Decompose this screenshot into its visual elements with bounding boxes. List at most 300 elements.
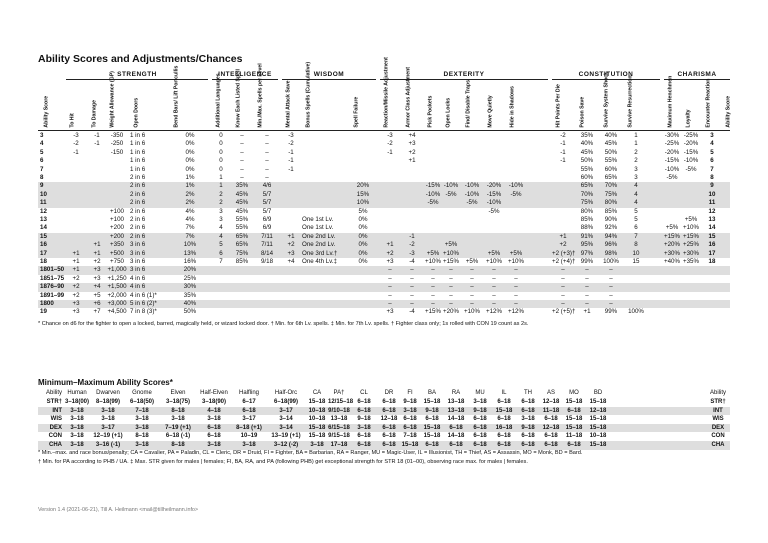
table-cell: 6 xyxy=(219,249,223,257)
table-cell: 9 xyxy=(710,182,714,190)
table-cell: – xyxy=(561,291,565,299)
table-cell: 4 in 6 (1)* xyxy=(130,291,157,299)
column-header: Min./Max. Spells per Level xyxy=(257,63,264,128)
table-cell: One 1st Lv. xyxy=(302,216,334,223)
table-cell: 40% xyxy=(580,140,594,148)
table-cell: -1 xyxy=(73,148,79,156)
table-cell: 4 xyxy=(634,199,638,207)
table-cell: +5% xyxy=(509,249,523,257)
minmax-cell: 6–18 xyxy=(567,407,581,414)
minmax-cell: 6–18 xyxy=(521,442,535,448)
table-cell: 60% xyxy=(580,174,594,181)
table-cell: -5% xyxy=(666,174,678,181)
table-cell: -10% xyxy=(508,182,524,190)
table-cell: 17 xyxy=(40,249,47,257)
minmax-cell: MO xyxy=(569,390,579,396)
minmax-cell: 15–18 xyxy=(565,424,583,431)
table-cell: 15 xyxy=(708,232,716,240)
table-cell: 99% xyxy=(604,308,618,316)
table-cell: +4 xyxy=(287,258,295,265)
table-cell: 20% xyxy=(356,182,370,190)
table-cell: 2 in 6 xyxy=(130,174,146,181)
table-cell: – xyxy=(240,157,244,165)
table-cell: 5/7 xyxy=(262,207,272,215)
table-cell: 15% xyxy=(356,190,370,198)
table-cell: +20% xyxy=(443,308,459,316)
table-cell: +15% xyxy=(443,258,459,265)
table-cell: 16% xyxy=(183,258,197,265)
table-footnote: * Chance on d6 for the fighter to open a locked, barred, magically held, or wizard locked door. † Min. for 6th Lv. spells. ‡ Min. for 7th Lv. spells. † Fighter class only; 1s rolled with CON 19 count as 2s. xyxy=(38,321,529,327)
table-cell: +1 xyxy=(72,249,80,257)
table-cell: 45% xyxy=(235,190,249,198)
table-cell: 85% xyxy=(580,216,594,223)
table-cell: -15% xyxy=(683,148,699,156)
table-cell: 4 xyxy=(710,140,714,148)
minmax-cell: 15–18 xyxy=(565,399,583,405)
minmax-cell: 3–18 xyxy=(70,442,84,448)
minmax-cell: 3–18 xyxy=(242,442,256,448)
minmax-cell: 7–18 xyxy=(403,433,417,440)
table-cell: 91% xyxy=(580,232,594,240)
table-cell: 3 xyxy=(634,165,638,173)
table-cell: +5% xyxy=(487,249,501,257)
table-cell: +5% xyxy=(684,216,698,223)
table-cell: 7 in 8 (3)* xyxy=(130,308,157,316)
table-cell: +1,500 xyxy=(107,283,127,291)
minmax-row xyxy=(38,415,730,424)
minmax-cell: 6–18 xyxy=(425,416,439,423)
table-cell: +4 xyxy=(93,283,101,291)
table-cell: -4 xyxy=(409,258,415,265)
table-cell: One 3rd Lv.† xyxy=(302,249,338,257)
table-cell: +10% xyxy=(443,249,459,257)
minmax-title: Minimum–Maximum Ability Scores* xyxy=(38,378,173,387)
minmax-cell: 6–18 xyxy=(403,424,417,431)
minmax-cell: 6–18(50) xyxy=(129,399,155,405)
table-row xyxy=(38,283,730,291)
table-cell: -1 xyxy=(387,148,393,156)
column-header: Loyalty xyxy=(685,109,692,128)
table-cell: – xyxy=(609,283,613,291)
table-cell: 4 in 6 xyxy=(130,274,146,282)
minmax-cell: 15–18 xyxy=(565,416,583,423)
table-cell: +100 xyxy=(110,207,124,215)
table-cell: One 1st Lv. xyxy=(302,224,334,232)
column-header: Maximum Henchmen xyxy=(667,76,674,128)
table-cell: – xyxy=(470,266,474,274)
column-header: Pick Pockets xyxy=(427,95,434,128)
table-cell: +5% xyxy=(426,249,440,257)
table-cell: +2 (+4)† xyxy=(552,258,576,265)
column-header: Additional Languages xyxy=(215,73,222,128)
table-cell: – xyxy=(388,274,392,282)
table-cell: -2 xyxy=(288,140,294,148)
table-cell: – xyxy=(449,291,453,299)
table-cell: 35% xyxy=(183,291,197,299)
table-cell: +3 xyxy=(408,140,416,148)
table-cell: 0% xyxy=(358,232,368,240)
table-row xyxy=(38,233,730,241)
table-cell: +1,000 xyxy=(107,266,127,274)
minmax-cell: 6/15–18 xyxy=(328,424,350,431)
minmax-cell: 6–18 xyxy=(473,433,487,440)
minmax-cell: 3–18 xyxy=(310,442,324,448)
minmax-cell: 15–18 xyxy=(495,407,513,414)
table-cell: – xyxy=(431,266,435,274)
table-cell: 45% xyxy=(235,199,249,207)
table-cell: 3 xyxy=(710,132,714,139)
table-cell: 2 in 6 xyxy=(130,190,146,198)
table-cell: -350 xyxy=(110,132,124,139)
minmax-cell: 3–14 xyxy=(279,424,293,431)
table-cell: 14 xyxy=(40,224,47,232)
table-cell: +10% xyxy=(486,258,502,265)
minmax-cell: 3–18(90) xyxy=(201,399,227,405)
table-cell: -1 xyxy=(560,140,566,148)
minmax-cell: 8–18 xyxy=(135,433,149,440)
minmax-cell: 6–18 xyxy=(242,407,256,414)
minmax-note-1: * Min.–max. and race bonus/penalty; CA = Cavalier, PA = Paladin, CL = Cleric, DR = Druid, FI = Fighter, BA = Barbarian, RA = Ranger, MU = Magic-User, IL = Illusionist, TH = Thief, AS = Assassin, MO = Monk, BD = Bard. xyxy=(38,450,583,456)
table-cell: 12 xyxy=(40,207,47,215)
table-cell: 1851–75 xyxy=(40,274,65,282)
table-cell: +3 xyxy=(72,308,80,316)
column-header: Bend Bars/ Lift Portcullis xyxy=(173,66,180,128)
table-cell: -30% xyxy=(664,132,680,139)
minmax-cell: 9–18 xyxy=(473,407,487,414)
table-cell: 0% xyxy=(185,132,195,139)
table-cell: -1 xyxy=(560,148,566,156)
column-header: Reaction/Missile Adjustment xyxy=(383,57,390,128)
table-cell: – xyxy=(265,157,269,165)
table-cell: +200 xyxy=(110,224,124,232)
minmax-cell: 9–18 xyxy=(403,399,417,405)
minmax-cell: 3–18 xyxy=(70,416,84,423)
table-cell: -5% xyxy=(685,165,697,173)
minmax-cell: 6–18 xyxy=(521,407,535,414)
minmax-cell: PA† xyxy=(333,390,345,396)
table-cell: -2 xyxy=(387,140,393,148)
table-cell: 5 xyxy=(634,207,638,215)
minmax-cell: 6–18 xyxy=(449,442,463,448)
minmax-cell: DR xyxy=(384,390,394,396)
table-cell: – xyxy=(609,274,613,282)
table-cell: 1 in 6 xyxy=(130,132,146,139)
table-cell: +12% xyxy=(508,308,524,316)
column-header: Ability Score xyxy=(725,96,732,128)
minmax-cell: 6–18 xyxy=(357,442,371,448)
table-row xyxy=(38,224,730,232)
table-cell: -5% xyxy=(466,199,478,207)
header-rule xyxy=(38,130,730,131)
minmax-cell: 14–18 xyxy=(447,416,465,423)
table-cell: 3 in 6 xyxy=(130,249,146,257)
table-cell: 1800 xyxy=(40,300,54,307)
table-cell: +2 xyxy=(72,274,80,282)
table-cell: 12 xyxy=(708,207,716,215)
table-cell: 7 xyxy=(219,258,223,265)
table-cell: -3 xyxy=(288,132,294,139)
table-cell: – xyxy=(514,300,518,307)
minmax-cell: 3–18 xyxy=(135,442,149,448)
minmax-cell: Human xyxy=(67,390,87,396)
minmax-cell: 4–18 xyxy=(207,407,221,414)
table-cell: +1 xyxy=(72,266,80,274)
group-dexterity: DEXTERITY xyxy=(380,70,548,80)
table-cell: – xyxy=(492,274,496,282)
minmax-cell: 13–19 (+1) xyxy=(271,433,301,440)
table-cell: – xyxy=(561,274,565,282)
column-header: Ability Score xyxy=(43,96,50,128)
table-cell: 4/6 xyxy=(262,182,272,190)
table-row xyxy=(38,149,730,157)
table-cell: – xyxy=(609,291,613,299)
minmax-cell: 15–18 xyxy=(589,399,607,405)
table-cell: 10 xyxy=(40,190,47,198)
table-row xyxy=(38,166,730,174)
minmax-cell: 3–17 xyxy=(242,416,256,423)
minmax-cell: BD xyxy=(593,390,603,396)
table-cell: 35% xyxy=(580,132,594,139)
table-cell: -20% xyxy=(664,148,680,156)
table-cell: 2% xyxy=(185,199,195,207)
table-row xyxy=(38,216,730,224)
minmax-cell: Elven xyxy=(170,390,186,396)
minmax-cell: 15–18 xyxy=(589,416,607,423)
minmax-cell: 3–18 xyxy=(403,407,417,414)
table-cell: 0 xyxy=(219,132,223,139)
table-cell: 55% xyxy=(235,224,249,232)
table-cell: 13 xyxy=(40,216,47,223)
table-cell: 3 xyxy=(40,132,44,139)
minmax-cell: 3–18 xyxy=(101,407,115,414)
table-cell: 10 xyxy=(708,190,716,198)
table-cell: 3 in 6 xyxy=(130,241,146,249)
minmax-cell: 15–18 xyxy=(423,433,441,440)
table-cell: – xyxy=(492,283,496,291)
minmax-cell: 6–18 xyxy=(403,416,417,423)
table-cell: +3 xyxy=(287,249,295,257)
minmax-cell: 3–18 xyxy=(473,399,487,405)
minmax-cell: 6–18 xyxy=(473,416,487,423)
minmax-cell: 3–18 xyxy=(357,424,371,431)
table-row xyxy=(38,208,730,216)
table-cell: 0 xyxy=(219,157,223,165)
table-cell: 50% xyxy=(604,148,618,156)
minmax-cell: 6–18 xyxy=(473,442,487,448)
table-cell: 3 xyxy=(634,174,638,181)
minmax-cell: 7–19 (+1) xyxy=(165,424,191,431)
table-cell: -15% xyxy=(664,157,680,165)
table-cell: -1 xyxy=(94,132,100,139)
table-cell: 7 xyxy=(710,165,714,173)
table-row xyxy=(38,300,730,308)
table-cell: +2 xyxy=(72,283,80,291)
table-cell: 15 xyxy=(632,258,640,265)
table-cell: – xyxy=(470,274,474,282)
table-cell: 99% xyxy=(580,258,594,265)
table-cell: – xyxy=(265,132,269,139)
page-title: Ability Scores and Adjustments/Chances xyxy=(38,53,243,65)
table-cell: 100% xyxy=(628,308,644,316)
group-intelligence: INTELLIGENCE xyxy=(212,70,278,80)
table-cell: 45% xyxy=(580,148,594,156)
table-cell: 1 xyxy=(219,182,223,190)
table-cell: -3 xyxy=(409,249,415,257)
table-cell: 50% xyxy=(580,157,594,165)
table-cell: 85% xyxy=(604,207,618,215)
table-cell: 13% xyxy=(183,249,197,257)
table-cell: 35% xyxy=(235,182,249,190)
table-cell: 7 xyxy=(634,232,638,240)
table-cell: -1 xyxy=(288,148,294,156)
minmax-cell: 3–18 xyxy=(70,433,84,440)
column-header: Find/ Disable Traps xyxy=(465,80,472,128)
table-cell: 1 in 6 xyxy=(130,157,146,165)
minmax-cell: 6–18 (-1) xyxy=(165,433,191,440)
table-cell: +15% xyxy=(683,232,699,240)
table-cell: +2 xyxy=(386,249,394,257)
table-cell: 18 xyxy=(40,258,47,265)
table-cell: 95% xyxy=(580,241,594,249)
table-cell: 55% xyxy=(604,157,618,165)
table-cell: 16 xyxy=(40,241,47,249)
minmax-row xyxy=(38,398,730,407)
table-row xyxy=(38,266,730,274)
table-cell: 2 xyxy=(634,148,638,156)
minmax-cell: 6–18 xyxy=(207,433,221,440)
column-header: Armor Class Adjustment xyxy=(405,67,412,128)
minmax-cell: 6–17 xyxy=(242,399,256,405)
table-cell: 7 xyxy=(40,165,44,173)
group-constitution: CONSTITUTION xyxy=(552,70,660,80)
table-cell: +1,250 xyxy=(107,274,127,282)
table-cell: 8 xyxy=(710,174,714,181)
table-cell: -20% xyxy=(486,182,502,190)
minmax-cell: 6–18 xyxy=(382,424,396,431)
minmax-cell: CON xyxy=(711,433,725,440)
table-cell: 75% xyxy=(235,249,249,257)
table-cell: 2% xyxy=(185,190,195,198)
table-cell: 92% xyxy=(604,224,618,232)
table-cell: +2,000 xyxy=(107,291,127,299)
table-cell: 0% xyxy=(358,258,368,265)
table-cell: +3 xyxy=(72,300,80,307)
table-cell: 0 xyxy=(219,148,223,156)
minmax-cell: 15–18 xyxy=(308,424,326,431)
table-cell: -4 xyxy=(409,308,415,316)
minmax-cell: 12–18 xyxy=(542,399,560,405)
minmax-cell: 3–18(00) xyxy=(64,399,90,405)
table-cell: +1 xyxy=(386,241,394,249)
minmax-cell: Half-Orc xyxy=(274,390,298,396)
table-cell: -1 xyxy=(409,232,415,240)
table-cell: 4 in 6 xyxy=(130,283,146,291)
minmax-cell: Half-Elven xyxy=(200,390,228,396)
table-cell: +30% xyxy=(664,249,680,257)
table-cell: – xyxy=(431,274,435,282)
table-cell: 65% xyxy=(235,241,249,249)
table-cell: – xyxy=(431,300,435,307)
minmax-cell: 3–18 xyxy=(171,416,185,423)
minmax-cell: 9/15–18 xyxy=(328,433,350,440)
table-cell: 98% xyxy=(604,249,618,257)
table-cell: -10% xyxy=(464,182,480,190)
table-row xyxy=(38,292,730,300)
column-header: Open Doors xyxy=(133,98,140,128)
table-cell: – xyxy=(470,300,474,307)
minmax-cell: STR† xyxy=(46,399,62,405)
table-cell: 5 xyxy=(40,148,44,156)
minmax-cell: BA xyxy=(427,390,436,396)
table-cell: 3 in 6 xyxy=(130,266,146,274)
minmax-note-2: † Min. for PA according to PHB / UA. ‡ Max. STR given for males | females; FI, BA, RA, and PA (following PHB) get exceptional strength for STR 18 (01–00), observing race max. for males | females. xyxy=(38,459,528,465)
minmax-cell: 9–18 xyxy=(521,424,535,431)
column-header: Poison Save xyxy=(579,97,586,128)
table-cell: – xyxy=(561,266,565,274)
table-row xyxy=(38,182,730,190)
table-row xyxy=(38,258,730,266)
minmax-cell: 6–18 xyxy=(473,424,487,431)
table-cell: 75% xyxy=(604,190,618,198)
table-cell: – xyxy=(410,300,414,307)
table-cell: 17 xyxy=(708,249,716,257)
table-cell: +1 xyxy=(93,249,101,257)
minmax-cell: 6–18 xyxy=(425,442,439,448)
minmax-cell: 10–18 xyxy=(589,433,607,440)
minmax-cell: WIS xyxy=(50,416,62,423)
table-cell: – xyxy=(585,274,589,282)
table-cell: 9/18 xyxy=(260,258,274,265)
minmax-cell: 3–18 xyxy=(135,424,149,431)
minmax-cell: 6–18 xyxy=(382,433,396,440)
table-cell: – xyxy=(265,165,269,173)
table-cell: 1 in 6 xyxy=(130,140,146,148)
minmax-cell: 3–18 xyxy=(70,424,84,431)
minmax-header-row xyxy=(38,389,730,398)
table-cell: +2 xyxy=(559,241,567,249)
table-cell: – xyxy=(585,300,589,307)
minmax-cell: WIS xyxy=(712,416,724,423)
table-cell: -15% xyxy=(425,182,441,190)
table-cell: 3 xyxy=(219,207,223,215)
table-cell: 6 xyxy=(710,157,714,165)
table-cell: – xyxy=(265,174,269,181)
table-cell: 1 in 6 xyxy=(130,148,146,156)
table-cell: -5% xyxy=(445,190,457,198)
minmax-cell: 3–18 xyxy=(207,416,221,423)
table-cell: 8 xyxy=(634,241,638,249)
table-cell: -10% xyxy=(425,190,441,198)
minmax-cell: 14–18 xyxy=(447,433,465,440)
minmax-cell: 10–19 xyxy=(240,433,258,440)
table-cell: 15 xyxy=(40,232,47,240)
minmax-cell: IL xyxy=(501,390,507,396)
table-cell: +10% xyxy=(508,258,524,265)
table-cell: -10% xyxy=(683,157,699,165)
table-cell: -5% xyxy=(510,190,522,198)
table-cell: – xyxy=(240,174,244,181)
table-cell: 0 xyxy=(219,140,223,148)
minmax-cell: 12/15–18 xyxy=(328,399,354,405)
minmax-cell: 8–18 (+1) xyxy=(236,424,262,431)
minmax-cell: 15–18 xyxy=(423,424,441,431)
table-cell: +350 xyxy=(110,241,124,249)
table-cell: 70% xyxy=(604,182,618,190)
column-header: Hit Points Per Die xyxy=(555,84,562,128)
minmax-cell: INT xyxy=(713,407,723,414)
table-cell: 11 xyxy=(708,199,716,207)
table-cell: 85% xyxy=(235,258,249,265)
